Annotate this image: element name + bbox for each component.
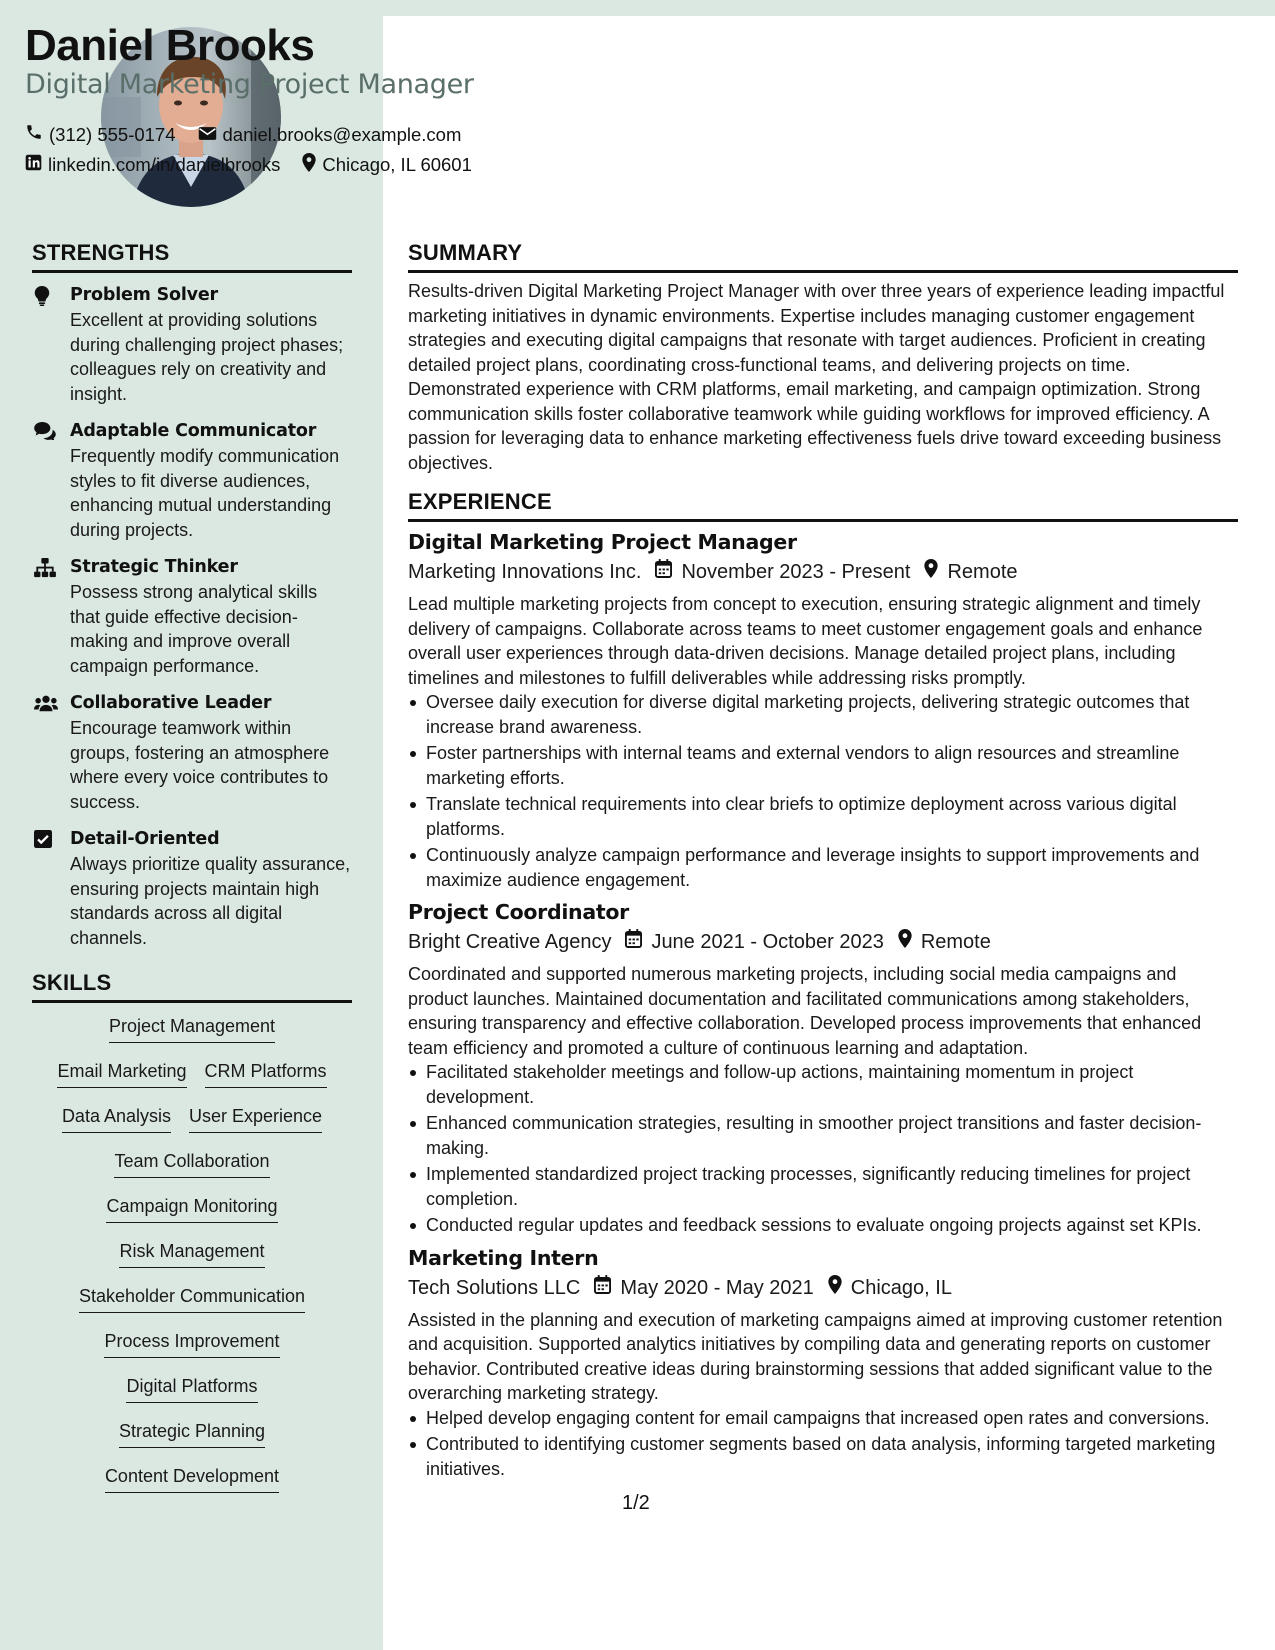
job-bullets (408, 1060, 1238, 1238)
strength-item (32, 283, 352, 406)
bullet-item: Facilitated stakeholder meetings and follow-up actions, maintaining momentum in project development. (426, 1060, 1238, 1109)
summary-text: Results-driven Digital Marketing Project Manager with over three years of experience leading impactful marketing initiatives in dynamic environments. Expertise includes managing customer engagement strategies and executing digital campaigns that resonate with target audiences. Proficient in creating detailed project plans, coordinating cross-functional teams, and delivering projects on time. Demonstrated experience with CRM platforms, email marketing, and campaign optimization. Strong communication skills foster collaborative teamwork while guiding workflows for improved efficiency. A passion for leveraging data to enhance marketing effectiveness fuels drive toward exceeding business objectives. (408, 281, 1225, 473)
contact-row-1 (25, 123, 461, 146)
strength-title: Adaptable Communicator (70, 421, 317, 441)
location-text: Chicago, IL 60601 (322, 154, 472, 175)
strength-title: Problem Solver (70, 285, 218, 305)
location-pin-icon (924, 558, 947, 586)
bullet-item: Enhanced communication strategies, resulting in smoother project transitions and faster decision-making. (426, 1111, 1238, 1160)
checkbox-icon (34, 830, 54, 850)
skill-tag: Team Collaboration (114, 1150, 269, 1178)
top-strip (0, 0, 1275, 16)
strength-title: Collaborative Leader (70, 693, 272, 713)
bullet-item: Conducted regular updates and feedback sessions to evaluate ongoing projects against set KPIs. (426, 1213, 1238, 1238)
job-dates: November 2023 - Present (681, 561, 911, 583)
job-company: Tech Solutions LLC (408, 1276, 581, 1299)
skill-tag: Strategic Planning (119, 1420, 265, 1448)
bullet-item: Implemented standardized project tracking processes, significantly reducing timelines for project completion. (426, 1162, 1238, 1211)
job-dates: May 2020 - May 2021 (620, 1276, 814, 1299)
bullet-item: Contributed to identifying customer segments based on data analysis, informing targeted marketing initiatives. (426, 1432, 1238, 1481)
skill-tag: Stakeholder Communication (79, 1285, 305, 1313)
skill-tag: Risk Management (119, 1240, 264, 1268)
strength-item (32, 555, 352, 678)
comments-icon (34, 422, 54, 442)
calendar-icon (655, 558, 681, 586)
linkedin-text[interactable]: linkedin.com/in/danielbrooks (48, 154, 281, 175)
job-bullets (408, 1406, 1238, 1482)
strength-title: Detail-Oriented (70, 829, 220, 849)
email-icon (198, 124, 217, 146)
skill-tag: CRM Platforms (205, 1060, 327, 1088)
location-pin-icon (302, 153, 316, 177)
summary-heading: SUMMARY (408, 240, 1238, 273)
bullet-item: Helped develop engaging content for email campaigns that increased open rates and conversions. (426, 1406, 1238, 1431)
strength-item (32, 419, 352, 542)
skill-tag: Project Management (109, 1015, 275, 1043)
strengths-heading: STRENGTHS (32, 240, 352, 273)
experience-heading: EXPERIENCE (408, 489, 1238, 522)
lightbulb-icon (34, 286, 54, 306)
skill-tag: Content Development (105, 1465, 279, 1493)
sitemap-icon (34, 558, 54, 578)
phone-text[interactable]: (312) 555-0174 (49, 123, 176, 145)
job-company: Bright Creative Agency (408, 931, 612, 953)
strength-item (32, 827, 352, 950)
strength-item (32, 691, 352, 814)
strength-desc: Frequently modify communication styles to fit diverse audiences, enhancing mutual understanding during projects. (70, 446, 340, 540)
calendar-icon (594, 1274, 620, 1302)
users-icon (34, 694, 54, 714)
job-description: Lead multiple marketing projects from concept to execution, ensuring strategic alignment and timely delivery of campaigns. Collaborate across teams to meet customer engagement goals and enhance overall user experiences through data-driven decisions. Manage detailed project plans, including timelines and milestones to fulfill deliverables while addressing risks promptly. (408, 594, 1203, 688)
job-dates: June 2021 - October 2023 (651, 931, 884, 953)
job-title: Marketing Intern (408, 1245, 599, 1270)
bullet-item: Translate technical requirements into clear briefs to optimize deployment across various digital platforms. (426, 792, 1238, 841)
skill-tag: Digital Platforms (126, 1375, 257, 1403)
job-company: Marketing Innovations Inc. (408, 561, 642, 583)
job-entry (408, 898, 1238, 1238)
strength-desc: Possess strong analytical skills that guide effective decision-making and improve overall campaign performance. (70, 582, 318, 676)
job-meta (408, 928, 1238, 956)
job-entry (408, 528, 1238, 892)
email-text[interactable]: daniel.brooks@example.com (222, 123, 462, 145)
phone-icon (25, 123, 43, 146)
summary-section (408, 240, 1238, 1483)
candidate-role: Digital Marketing Project Manager (25, 69, 474, 100)
job-location: Remote (920, 931, 991, 953)
job-title: Digital Marketing Project Manager (408, 530, 797, 554)
job-title: Project Coordinator (408, 900, 629, 924)
bullet-item: Oversee daily execution for diverse digital marketing projects, delivering strategic outcomes that increase brand awareness. (426, 690, 1238, 739)
job-meta (408, 558, 1238, 586)
sidebar-content (32, 240, 352, 1510)
location-pin-icon (898, 928, 921, 956)
linkedin-icon (25, 154, 42, 176)
bullet-item: Continuously analyze campaign performance and leverage insights to support improvements and maximize audience engagement. (426, 843, 1238, 892)
job-location: Remote (947, 561, 1018, 583)
skill-tag: Email Marketing (57, 1060, 186, 1088)
skills-list (32, 1015, 352, 1510)
job-entry (408, 1244, 1238, 1482)
skill-tag: User Experience (189, 1105, 322, 1133)
job-description: Assisted in the planning and execution of marketing campaigns aimed at improving customer retention and acquisition. Supported analytics initiatives by compiling data and generating reports on customer behavior. Contributed creative ideas during brainstorming sessions that added significant value to the overarching marketing strategy. (408, 1309, 1223, 1403)
location-pin-icon (828, 1274, 851, 1302)
strength-desc: Always prioritize quality assurance, ensuring projects maintain high standards across all digital channels. (70, 854, 351, 948)
skill-tag: Campaign Monitoring (106, 1195, 277, 1223)
skill-tag: Process Improvement (104, 1330, 279, 1358)
bullet-item: Foster partnerships with internal teams and external vendors to align resources and streamline marketing efforts. (426, 741, 1238, 790)
strengths-list (32, 283, 352, 950)
skills-heading: SKILLS (32, 970, 352, 1003)
skill-tag: Data Analysis (62, 1105, 171, 1133)
strength-desc: Excellent at providing solutions during challenging project phases; colleagues rely on creativity and insight. (70, 310, 344, 404)
job-meta (408, 1274, 1238, 1302)
calendar-icon (625, 928, 651, 956)
strength-desc: Encourage teamwork within groups, fostering an atmosphere where every voice contributes to success. (70, 718, 330, 812)
contact-row-2 (25, 153, 472, 177)
strength-title: Strategic Thinker (70, 557, 238, 577)
candidate-name: Daniel Brooks (25, 21, 315, 70)
page-number: 1/2 (622, 1492, 650, 1514)
job-bullets (408, 690, 1238, 892)
job-description: Coordinated and supported numerous marketing projects, including social media campaigns and product launches. Maintained documentation and facilitated communications among stakeholders, ensuring transparency and effective collaboration. Developed process improvements that enhanced team efficiency and promoted a culture of continuous learning and adaptation. (408, 964, 1202, 1058)
job-location: Chicago, IL (850, 1276, 952, 1299)
